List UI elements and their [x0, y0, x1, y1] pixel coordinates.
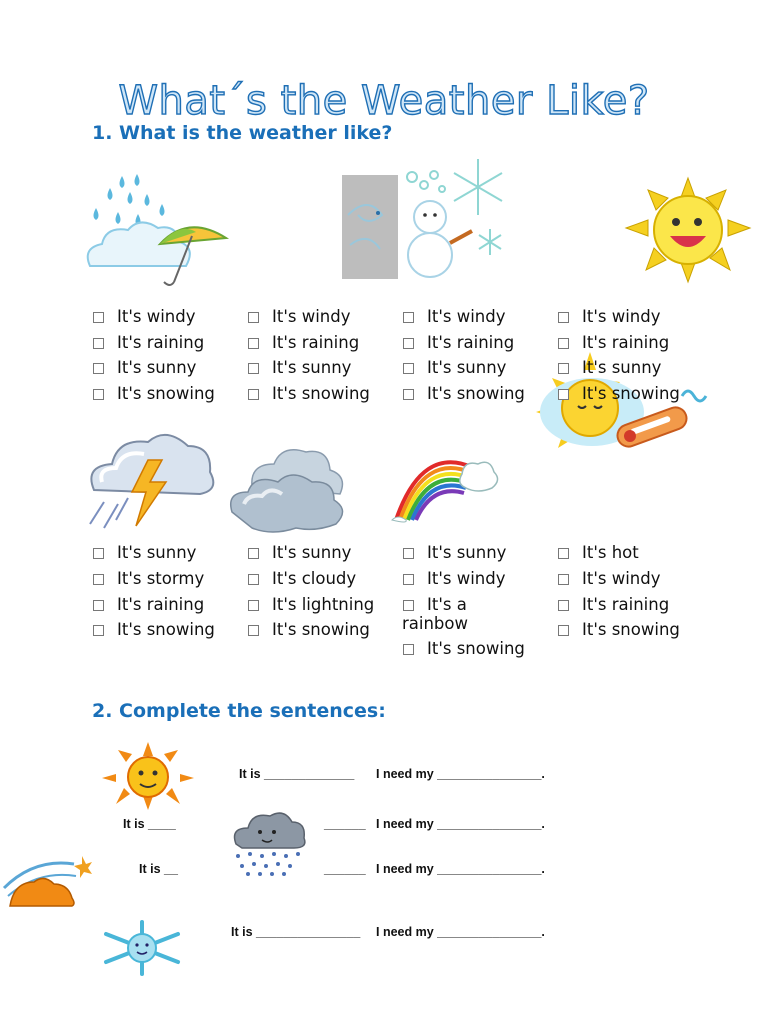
answer-option-label: It's raining	[272, 332, 360, 352]
sentence-4-right: I need my _______________.	[376, 925, 545, 939]
answer-option-label: It's raining	[582, 594, 670, 614]
checkbox[interactable]	[248, 389, 259, 400]
sentence-4-left: It is _______________	[231, 925, 361, 939]
checkbox[interactable]	[558, 574, 569, 585]
checkbox[interactable]	[93, 363, 104, 374]
answer-option-label: It's stormy	[117, 568, 205, 588]
answer-option-label: It's windy	[427, 568, 506, 588]
answer-option-label: It's raining	[427, 332, 515, 352]
answer-option-label: It's sunny	[582, 358, 662, 377]
answer-option-label: It's snowing	[427, 639, 525, 659]
answer-option-label: It's snowing	[582, 620, 680, 640]
answer-option-label: It's cloudy	[272, 568, 357, 588]
answer-option-label: It's sunny	[272, 358, 352, 377]
checkbox[interactable]	[558, 363, 569, 374]
checkbox[interactable]	[403, 363, 414, 374]
sentence-3-left: It is __	[139, 862, 178, 876]
answer-option-label: It's raining	[117, 594, 205, 614]
checkbox[interactable]	[248, 574, 259, 585]
checkbox[interactable]	[248, 338, 259, 349]
answer-option-label: It's lightning	[272, 594, 375, 614]
answer-option-label: It's sunny	[117, 543, 197, 562]
checkbox[interactable]	[403, 389, 414, 400]
checkbox[interactable]	[558, 548, 569, 559]
answer-option-label: It's a	[427, 594, 467, 614]
checkbox[interactable]	[93, 600, 104, 611]
answer-option-label: It's snowing	[427, 383, 525, 403]
checkbox[interactable]	[558, 625, 569, 636]
answer-option-label: It's sunny	[117, 358, 197, 377]
rainbow-icon	[390, 450, 500, 524]
checkbox[interactable]	[93, 548, 104, 559]
section-1-heading: 1. What is the weather like?	[92, 122, 393, 144]
checkbox[interactable]	[248, 312, 259, 323]
answer-option-label-wrap: rainbow	[402, 613, 468, 633]
checkbox[interactable]	[248, 600, 259, 611]
checkbox[interactable]	[558, 600, 569, 611]
checkbox[interactable]	[558, 338, 569, 349]
sentence-2-mid: ______	[324, 817, 366, 831]
answer-option-label: It's snowing	[582, 383, 680, 403]
checkbox[interactable]	[403, 548, 414, 559]
checkbox[interactable]	[403, 338, 414, 349]
sentence-2-left: It is ____	[123, 817, 176, 831]
checkbox[interactable]	[93, 389, 104, 400]
storm-cloud-icon	[84, 432, 214, 532]
checkbox[interactable]	[93, 574, 104, 585]
checkbox[interactable]	[403, 644, 414, 655]
snowflake-icon	[100, 920, 184, 976]
answer-option-label: It's windy	[272, 307, 351, 326]
checkbox[interactable]	[558, 312, 569, 323]
section-2-heading: 2. Complete the sentences:	[92, 700, 386, 722]
checkbox[interactable]	[93, 338, 104, 349]
answer-option-label: It's snowing	[117, 383, 215, 403]
sun-icon	[100, 742, 196, 810]
answer-option-label: It's sunny	[272, 543, 352, 562]
answer-option-label: It's snowing	[272, 620, 370, 640]
wind-leaves-icon	[0, 852, 92, 906]
answer-option-label: It's hot	[582, 543, 639, 562]
sentence-3-right: I need my _______________.	[376, 862, 545, 876]
page-title: What´s the Weather Like?	[118, 78, 650, 124]
answer-option-label: It's windy	[427, 307, 506, 326]
checkbox[interactable]	[558, 389, 569, 400]
checkbox[interactable]	[93, 625, 104, 636]
wind-snowman-icon	[340, 155, 520, 280]
answer-option-label: It's snowing	[117, 620, 215, 640]
checkbox[interactable]	[248, 548, 259, 559]
checkbox[interactable]	[403, 312, 414, 323]
answer-option-label: It's sunny	[427, 358, 507, 377]
answer-option-label: It's windy	[582, 568, 661, 588]
sentence-2-right: I need my _______________.	[376, 817, 545, 831]
cloudy-icon	[228, 446, 350, 532]
sentence-1-left: It is _____________	[239, 767, 355, 781]
answer-option-label: It's raining	[117, 332, 205, 352]
sun-icon	[626, 178, 756, 283]
answer-option-label: It's windy	[117, 307, 196, 326]
checkbox[interactable]	[248, 625, 259, 636]
rain-cloud-icon	[228, 810, 308, 876]
sentence-3-mid: ______	[324, 862, 366, 876]
checkbox[interactable]	[248, 363, 259, 374]
answer-option-label: It's sunny	[427, 543, 507, 562]
checkbox[interactable]	[93, 312, 104, 323]
answer-option-label: It's snowing	[272, 383, 370, 403]
answer-option-label: It's windy	[582, 307, 661, 326]
answer-option-label: It's raining	[582, 332, 670, 352]
checkbox[interactable]	[403, 600, 414, 611]
rain-umbrella-icon	[82, 170, 232, 290]
checkbox[interactable]	[403, 574, 414, 585]
sentence-1-right: I need my _______________.	[376, 767, 545, 781]
